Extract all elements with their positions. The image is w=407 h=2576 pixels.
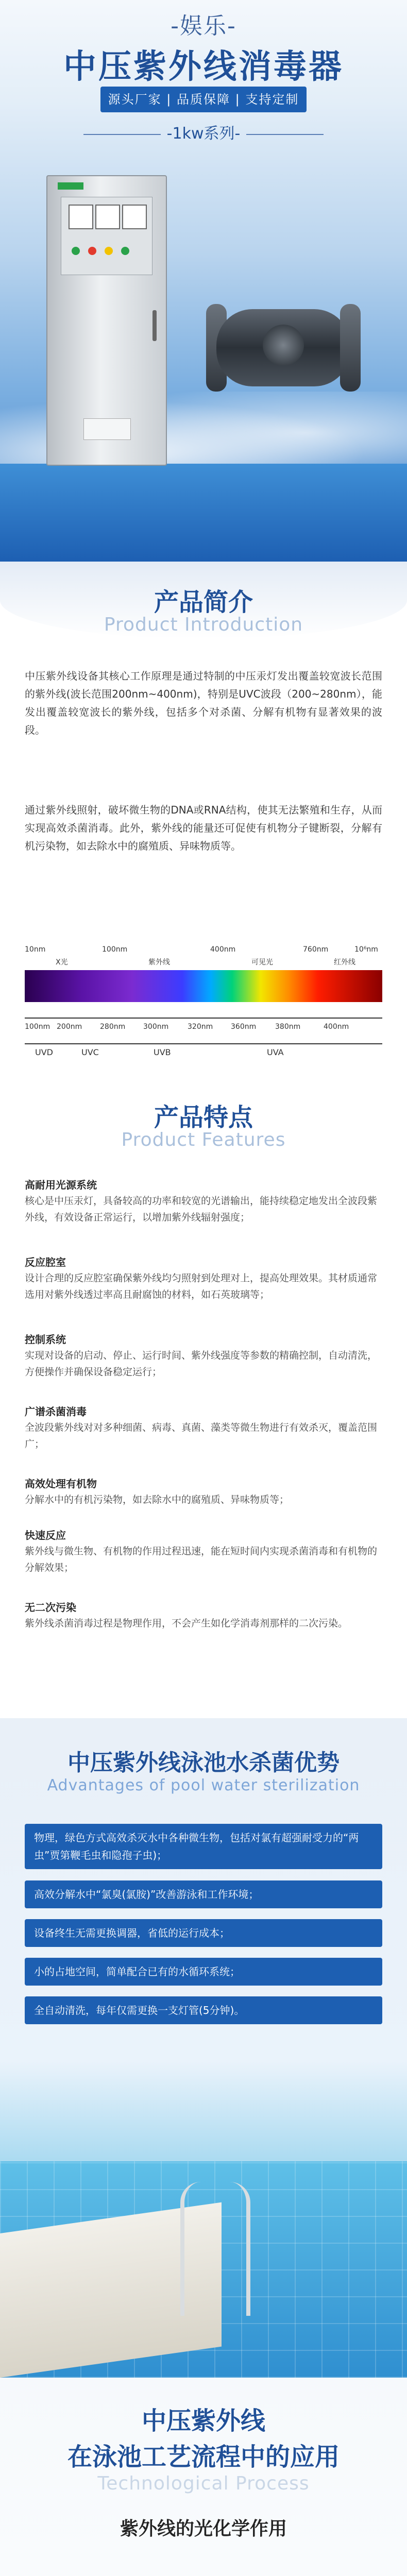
indicator-light-icon xyxy=(72,247,80,255)
wavelength-label: 320nm xyxy=(188,1023,213,1031)
intro-paragraph: 通过紫外线照射，破坏微生物的DNA或RNA结构，使其无法繁殖和生存，从而实现高效杀菌消毒。此外，紫外线的能量还可促使有机物分子键断裂，分解有机污染物，如去除水中的腐殖质、异味物质等。 xyxy=(25,804,382,852)
feature-title: 快速反应 xyxy=(25,1529,66,1541)
reactor-flange xyxy=(340,304,361,392)
uv-band-axis xyxy=(25,1043,382,1044)
feature-title: 无二次污染 xyxy=(25,1601,76,1614)
brand-name: -娱乐- xyxy=(171,13,236,39)
photochemical-title: 紫外线的光化学作用 xyxy=(120,2518,287,2539)
feature-title: 高效处理有机物 xyxy=(25,1478,97,1490)
gauge-icon xyxy=(69,205,93,229)
indicator-light-icon xyxy=(88,247,96,255)
gauge-icon xyxy=(122,205,147,229)
pool-ladder-photo xyxy=(180,2182,250,2316)
band-label: UVA xyxy=(267,1047,284,1057)
feature-item xyxy=(25,1177,382,1226)
process-subtitle: Technological Process xyxy=(97,2473,310,2494)
uv-reactor-image xyxy=(196,289,371,412)
feature-title: 反应腔室 xyxy=(25,1256,66,1268)
wavelength-label: 360nm xyxy=(231,1023,257,1031)
pool-title: 中压紫外线泳池水杀菌优势 xyxy=(67,1750,340,1776)
pool-subtitle: Advantages of pool water sterilization xyxy=(47,1776,360,1794)
feature-item xyxy=(25,1255,382,1303)
feature-item xyxy=(25,1528,382,1576)
wavelength-label: 200nm xyxy=(57,1023,82,1031)
pool-advantages-section xyxy=(0,1718,407,2378)
wavelength-label: 400nm xyxy=(324,1023,349,1031)
wavelength-label: 100nm xyxy=(25,1023,50,1031)
control-cabinet-image xyxy=(46,175,167,466)
band-name-label: 紫外线 xyxy=(148,958,170,967)
intro-title: 产品简介 xyxy=(154,588,253,617)
advantage-item: 高效分解水中“氯臭(氯胺)”改善游泳和工作环境； xyxy=(25,1880,382,1908)
cabinet-nameplate xyxy=(83,418,131,440)
band-label: UVB xyxy=(154,1047,171,1057)
indicator-light-icon xyxy=(105,247,113,255)
process-title-line2: 在泳池工艺流程中的应用 xyxy=(67,2443,340,2471)
product-title: 中压紫外线消毒器 xyxy=(63,48,344,86)
features-title: 产品特点 xyxy=(154,1103,253,1132)
intro-subtitle: Product Introduction xyxy=(104,614,303,635)
hero-banner xyxy=(0,0,407,562)
wavelength-label: 380nm xyxy=(275,1023,301,1031)
spectrum-color-band xyxy=(25,970,382,1002)
cabinet-panel xyxy=(61,197,152,275)
advantage-item: 物理，绿色方式高效杀灭水中各种微生物，包括对氯有超强耐受力的“两虫”贾第鞭毛虫和隐孢子虫)； xyxy=(25,1824,382,1869)
feature-desc: 全波段紫外线对对多种细菌、病毒、真菌、藻类等微生物进行有效杀灭，覆盖范围广； xyxy=(25,1422,378,1450)
water-decoration xyxy=(0,464,407,562)
wavelength-label: 10nm xyxy=(25,945,46,954)
slogan-bar: 源头厂家 | 品质保障 | 支持定制 xyxy=(100,87,307,112)
feature-desc: 分解水中的有机污染物，如去除水中的腐殖质、异味物质等； xyxy=(25,1494,290,1505)
feature-item xyxy=(25,1600,382,1632)
series-label: -1kw系列- xyxy=(0,121,407,143)
feature-desc: 核心是中压汞灯，具备较高的功率和较宽的光谱输出，能持续稳定地发出全波段紫外线，有效设备正常运行，以增加紫外线辐射强度； xyxy=(25,1195,378,1223)
advantage-item: 设备终生无需更换调器，省低的运行成本； xyxy=(25,1919,382,1947)
feature-desc: 实现对设备的启动、停止、运行时间、紫外线强度等参数的精确控制，自动清洗，方便操作并确保设备稳定运行； xyxy=(25,1350,378,1378)
feature-title: 广谱杀菌消毒 xyxy=(25,1405,87,1418)
wavelength-label: 10⁶nm xyxy=(354,945,378,954)
wavelength-label: 100nm xyxy=(102,945,128,954)
band-name-label: 可见光 xyxy=(251,958,273,967)
band-label: UVD xyxy=(35,1047,53,1057)
uv-spectrum-diagram xyxy=(25,945,382,1064)
cabinet-handle xyxy=(152,310,157,341)
wavelength-label: 300nm xyxy=(143,1023,169,1031)
wavelength-label: 280nm xyxy=(100,1023,126,1031)
feature-desc: 设计合理的反应腔室确保紫外线均匀照射到处理对上，提高处理效果。其材质通常选用对紫外线透过率高且耐腐蚀的材料，如石英玻璃等； xyxy=(25,1273,378,1300)
wavelength-label: 400nm xyxy=(210,945,236,954)
feature-desc: 紫外线与微生物、有机物的作用过程迅速，能在短时间内实现杀菌消毒和有机物的分解效果； xyxy=(25,1546,378,1573)
feature-title: 高耐用光源系统 xyxy=(25,1179,97,1191)
advantage-item: 全自动清洗，每年仅需更换一支灯管(5分钟)。 xyxy=(25,1996,382,2024)
indicator-light-icon xyxy=(121,247,129,255)
cabinet-logo xyxy=(58,182,83,190)
band-name-label: 红外线 xyxy=(334,958,355,967)
feature-item xyxy=(25,1404,382,1452)
feature-item xyxy=(25,1332,382,1380)
features-subtitle: Product Features xyxy=(121,1129,286,1150)
intro-paragraph: 中压紫外线设备其核心工作原理是通过特制的中压汞灯发出覆盖较宽波长范围的紫外线(波长范围200nm~400nm)，特别是UVC波段（200~280nm），能发出覆盖较宽波长的紫外线，包括多个对杀菌、分解有机物有显著效果的波段。 xyxy=(25,670,382,736)
band-label: UVC xyxy=(81,1047,99,1057)
advantage-item: 小的占地空间，简单配合已有的水循环系统； xyxy=(25,1958,382,1986)
feature-item xyxy=(25,1476,382,1508)
gauge-icon xyxy=(95,205,120,229)
feature-desc: 紫外线杀菌消毒过程是物理作用，不会产生如化学消毒剂那样的二次污染。 xyxy=(25,1618,348,1629)
feature-title: 控制系统 xyxy=(25,1333,66,1346)
process-title-line1: 中压紫外线 xyxy=(141,2406,265,2435)
band-name-label: X光 xyxy=(56,958,68,967)
reactor-hub xyxy=(263,325,304,366)
spectrum-axis xyxy=(25,1018,382,1019)
wavelength-label: 760nm xyxy=(303,945,329,954)
